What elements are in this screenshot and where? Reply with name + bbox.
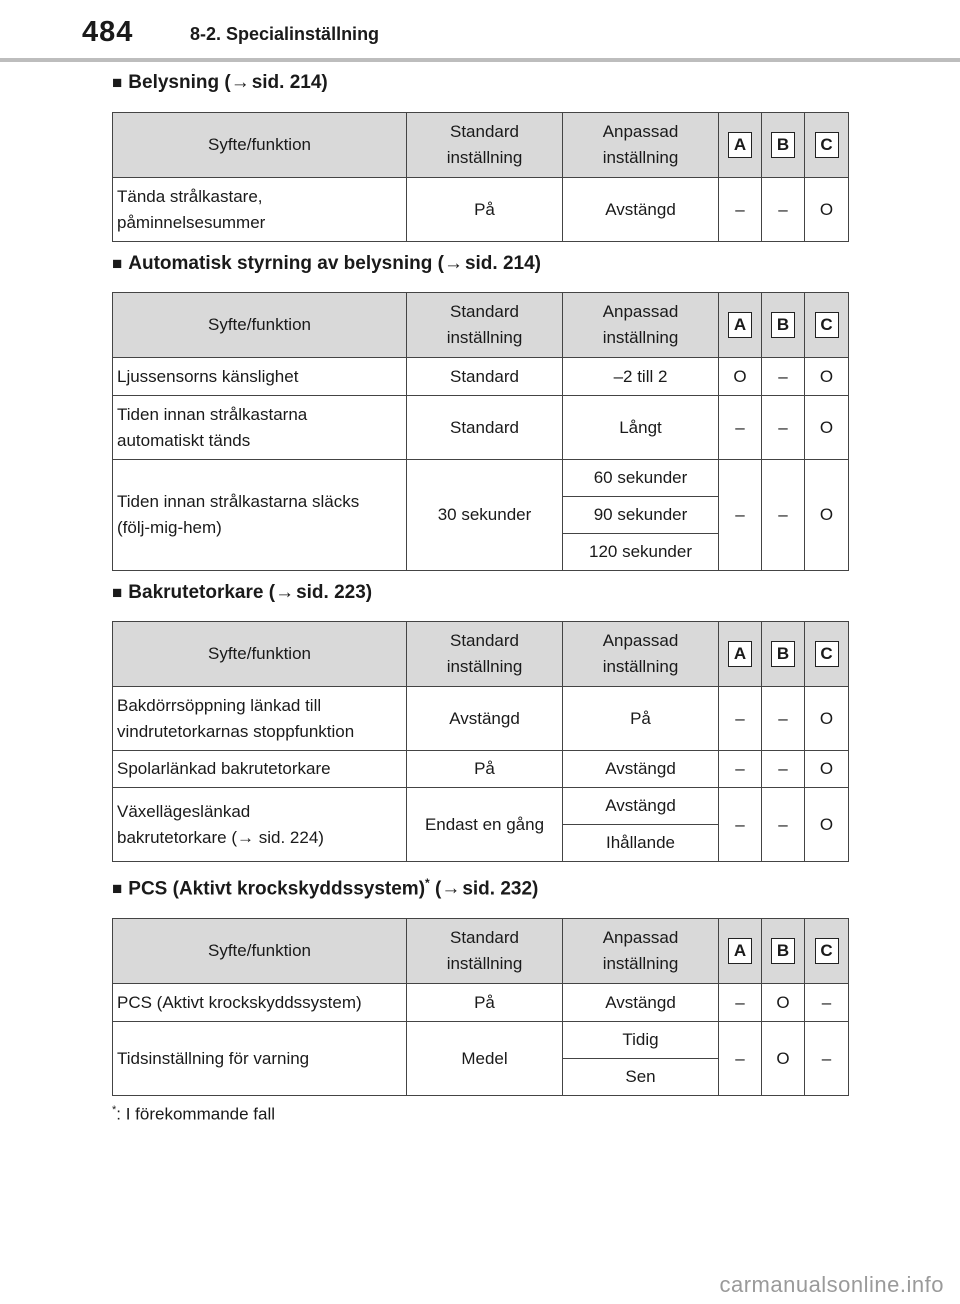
box-b-icon: B (771, 312, 795, 338)
box-b-icon: B (771, 641, 795, 667)
purpose-cell: Tända strålkastare, påminnelsesummer (113, 178, 407, 242)
page-number: 484 (82, 16, 134, 48)
col-b (762, 622, 805, 687)
custom-cell: Långt (563, 396, 719, 460)
col-a (719, 919, 762, 984)
purpose-cell: Spolarlänkad bakrutetorkare (113, 751, 407, 788)
arrow-right-icon: → (443, 253, 463, 274)
default-cell: På (407, 984, 563, 1022)
table-header-row (113, 919, 849, 984)
heading-pcs: ■ PCS (Aktivt krockskyddssystem)* (→ sid. 232) (112, 876, 539, 900)
a-cell: – (719, 984, 762, 1022)
col-custom: Anpassad inställning (563, 919, 719, 984)
b-cell: – (762, 460, 805, 571)
box-b-icon: B (771, 132, 795, 158)
a-cell: – (719, 1022, 762, 1096)
b-cell: – (762, 178, 805, 242)
a-cell: – (719, 788, 762, 862)
custom-cell: 90 sekunder (563, 497, 719, 534)
purpose-cell: Tiden innan strålkastarna automatiskt tänds (113, 396, 407, 460)
arrow-right-icon: → (230, 72, 250, 93)
col-b (762, 919, 805, 984)
table-automatisk-belysning (112, 292, 849, 571)
square-bullet-icon: ■ (112, 879, 123, 899)
section-title: 8-2. Specialinställning (190, 24, 380, 44)
table-row (113, 984, 849, 1022)
c-cell: O (805, 687, 849, 751)
col-custom: Anpassad inställning (563, 113, 719, 178)
custom-cell: Avstängd (563, 984, 719, 1022)
box-a-icon: A (728, 641, 752, 667)
purpose-cell: Tidsinställning för varning (113, 1022, 407, 1096)
default-cell: Medel (407, 1022, 563, 1096)
table-row (113, 396, 849, 460)
default-cell: På (407, 178, 563, 242)
table-header-row (113, 622, 849, 687)
c-cell: O (805, 460, 849, 571)
watermark: carmanualsonline.info (719, 1272, 944, 1297)
footnote-mark: * (425, 876, 430, 890)
square-bullet-icon: ■ (112, 254, 123, 273)
col-purpose: Syfte/funktion (113, 113, 407, 178)
b-cell: – (762, 396, 805, 460)
table-row (113, 788, 849, 825)
a-cell: – (719, 178, 762, 242)
box-a-icon: A (728, 312, 752, 338)
col-c (805, 622, 849, 687)
square-bullet-icon: ■ (112, 73, 123, 92)
c-cell: O (805, 396, 849, 460)
custom-cell: Avstängd (563, 788, 719, 825)
col-default: Standard inställning (407, 919, 563, 984)
table-row (113, 178, 849, 242)
b-cell: – (762, 687, 805, 751)
a-cell: – (719, 751, 762, 788)
heading-bakrutetorkare: ■ Bakrutetorkare (→ sid. 223) (112, 582, 373, 603)
custom-cell: Sen (563, 1059, 719, 1096)
col-purpose: Syfte/funktion (113, 622, 407, 687)
table-row (113, 687, 849, 751)
c-cell: O (805, 178, 849, 242)
arrow-right-icon: → (441, 878, 461, 900)
box-c-icon: C (815, 641, 839, 667)
b-cell: – (762, 358, 805, 396)
square-bullet-icon: ■ (112, 583, 123, 602)
custom-cell: 120 sekunder (563, 534, 719, 571)
b-cell: – (762, 751, 805, 788)
a-cell: – (719, 396, 762, 460)
col-a (719, 622, 762, 687)
a-cell: – (719, 687, 762, 751)
box-a-icon: A (728, 132, 752, 158)
col-default: Standard inställning (407, 622, 563, 687)
table-row (113, 1022, 849, 1059)
col-a (719, 113, 762, 178)
b-cell: O (762, 1022, 805, 1096)
box-a-icon: A (728, 938, 752, 964)
default-cell: Standard (407, 358, 563, 396)
arrow-right-icon: → (275, 582, 295, 603)
col-a (719, 293, 762, 358)
purpose-cell: Växellägeslänkad bakrutetorkare (→ sid. 224) (113, 788, 407, 862)
custom-cell: 60 sekunder (563, 460, 719, 497)
col-b (762, 293, 805, 358)
box-c-icon: C (815, 312, 839, 338)
arrow-right-icon: → (237, 827, 254, 847)
table-row (113, 460, 849, 497)
c-cell: O (805, 751, 849, 788)
header-rule (0, 58, 960, 62)
heading-automatisk-belysning: ■ Automatisk styrning av belysning (→ sid. 214) (112, 253, 541, 274)
custom-cell: Avstängd (563, 178, 719, 242)
a-cell: O (719, 358, 762, 396)
purpose-cell: Bakdörrsöppning länkad till vindrutetorkarnas stoppfunktion (113, 687, 407, 751)
box-c-icon: C (815, 132, 839, 158)
default-cell: På (407, 751, 563, 788)
footnote-mark: * (112, 1104, 117, 1116)
a-cell: – (719, 460, 762, 571)
table-bakrutetorkare (112, 621, 849, 862)
default-cell: 30 sekunder (407, 460, 563, 571)
col-purpose: Syfte/funktion (113, 293, 407, 358)
table-pcs (112, 918, 849, 1096)
b-cell: – (762, 788, 805, 862)
box-b-icon: B (771, 938, 795, 964)
default-cell: Avstängd (407, 687, 563, 751)
col-custom: Anpassad inställning (563, 293, 719, 358)
purpose-cell: Tiden innan strålkastarna släcks (följ-mig-hem) (113, 460, 407, 571)
custom-cell: Avstängd (563, 751, 719, 788)
table-header-row (113, 293, 849, 358)
c-cell: – (805, 1022, 849, 1096)
c-cell: – (805, 984, 849, 1022)
col-custom: Anpassad inställning (563, 622, 719, 687)
col-purpose: Syfte/funktion (113, 919, 407, 984)
custom-cell: På (563, 687, 719, 751)
default-cell: Standard (407, 396, 563, 460)
custom-cell: –2 till 2 (563, 358, 719, 396)
col-c (805, 113, 849, 178)
purpose-cell: PCS (Aktivt krockskyddssystem) (113, 984, 407, 1022)
col-b (762, 113, 805, 178)
col-c (805, 919, 849, 984)
table-header-row (113, 113, 849, 178)
b-cell: O (762, 984, 805, 1022)
purpose-cell: Ljussensorns känslighet (113, 358, 407, 396)
col-default: Standard inställning (407, 293, 563, 358)
table-belysning (112, 112, 849, 242)
page-header (0, 0, 960, 62)
custom-cell: Tidig (563, 1022, 719, 1059)
col-c (805, 293, 849, 358)
custom-cell: Ihållande (563, 825, 719, 862)
default-cell: Endast en gång (407, 788, 563, 862)
c-cell: O (805, 358, 849, 396)
table-row (113, 358, 849, 396)
c-cell: O (805, 788, 849, 862)
table-row (113, 751, 849, 788)
box-c-icon: C (815, 938, 839, 964)
heading-belysning: ■ Belysning (→ sid. 214) (112, 72, 328, 93)
col-default: Standard inställning (407, 113, 563, 178)
footnote: *: I förekommande fall (112, 1104, 276, 1124)
